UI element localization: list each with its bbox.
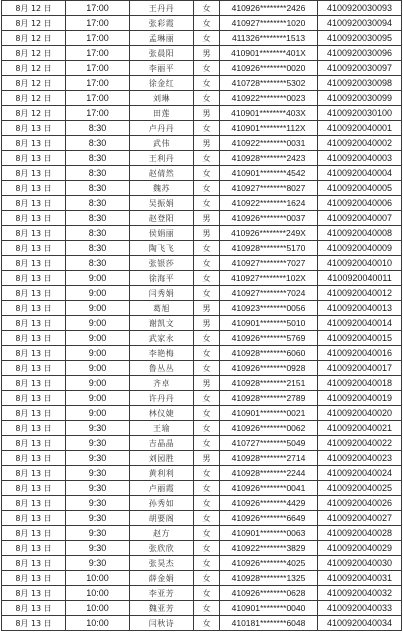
date-cell: 8月 13 日 bbox=[2, 391, 66, 406]
name-cell: 卢丹丹 bbox=[130, 121, 194, 136]
date-cell: 8月 13 日 bbox=[2, 196, 66, 211]
id-number-cell: 410928********2423 bbox=[220, 151, 318, 166]
date-cell: 8月 13 日 bbox=[2, 316, 66, 331]
table-row bbox=[2, 466, 402, 481]
gender-cell: 男 bbox=[194, 106, 220, 121]
ticket-number-cell: 4100920040011 bbox=[318, 271, 402, 286]
time-cell: 17:00 bbox=[66, 16, 130, 31]
ticket-number-cell: 4100920040025 bbox=[318, 481, 402, 496]
time-cell: 17:00 bbox=[66, 76, 130, 91]
name-cell: 徐海平 bbox=[130, 271, 194, 286]
time-cell: 9:00 bbox=[66, 301, 130, 316]
date-cell: 8月 13 日 bbox=[2, 286, 66, 301]
ticket-number-cell: 4100920030099 bbox=[318, 91, 402, 106]
ticket-number-cell: 4100920040020 bbox=[318, 406, 402, 421]
ticket-number-cell: 4100920040016 bbox=[318, 346, 402, 361]
date-cell: 8月 12 日 bbox=[2, 46, 66, 61]
table-row bbox=[2, 526, 402, 541]
date-cell: 8月 13 日 bbox=[2, 526, 66, 541]
gender-cell: 女 bbox=[194, 571, 220, 586]
date-cell: 8月 13 日 bbox=[2, 421, 66, 436]
gender-cell: 女 bbox=[194, 496, 220, 511]
gender-cell: 女 bbox=[194, 511, 220, 526]
table-row bbox=[2, 226, 402, 241]
name-cell: 鲁丛丛 bbox=[130, 361, 194, 376]
table-row bbox=[2, 76, 402, 91]
ticket-number-cell: 4100920040027 bbox=[318, 511, 402, 526]
id-number-cell: 410928********2789 bbox=[220, 391, 318, 406]
date-cell: 8月 13 日 bbox=[2, 541, 66, 556]
table-row bbox=[2, 196, 402, 211]
time-cell: 8:30 bbox=[66, 256, 130, 271]
id-number-cell: 410901********0063 bbox=[220, 526, 318, 541]
id-number-cell: 410901********401X bbox=[220, 46, 318, 61]
gender-cell: 女 bbox=[194, 196, 220, 211]
name-cell: 张昊杰 bbox=[130, 556, 194, 571]
ticket-number-cell: 4100920040013 bbox=[318, 301, 402, 316]
date-cell: 8月 13 日 bbox=[2, 436, 66, 451]
ticket-number-cell: 4100920040023 bbox=[318, 451, 402, 466]
date-cell: 8月 12 日 bbox=[2, 76, 66, 91]
id-number-cell: 410926********4429 bbox=[220, 496, 318, 511]
ticket-number-cell: 4100920030095 bbox=[318, 31, 402, 46]
gender-cell: 女 bbox=[194, 331, 220, 346]
ticket-number-cell: 4100920030096 bbox=[318, 46, 402, 61]
table-row bbox=[2, 121, 402, 136]
id-number-cell: 410926********0020 bbox=[220, 61, 318, 76]
time-cell: 17:00 bbox=[66, 106, 130, 121]
id-number-cell: 410922********3829 bbox=[220, 541, 318, 556]
time-cell: 10:00 bbox=[66, 586, 130, 601]
ticket-number-cell: 4100920040002 bbox=[318, 136, 402, 151]
gender-cell: 女 bbox=[194, 256, 220, 271]
table-row bbox=[2, 256, 402, 271]
date-cell: 8月 13 日 bbox=[2, 256, 66, 271]
ticket-number-cell: 4100920040017 bbox=[318, 361, 402, 376]
id-number-cell: 410926********0037 bbox=[220, 211, 318, 226]
table-row bbox=[2, 316, 402, 331]
table-row bbox=[2, 451, 402, 466]
time-cell: 9:00 bbox=[66, 346, 130, 361]
table-row bbox=[2, 496, 402, 511]
name-cell: 武家永 bbox=[130, 331, 194, 346]
name-cell: 刘琳 bbox=[130, 91, 194, 106]
gender-cell: 女 bbox=[194, 361, 220, 376]
date-cell: 8月 13 日 bbox=[2, 586, 66, 601]
id-number-cell: 410901********112X bbox=[220, 121, 318, 136]
ticket-number-cell: 4100920040028 bbox=[318, 526, 402, 541]
date-cell: 8月 13 日 bbox=[2, 511, 66, 526]
ticket-number-cell: 4100920040029 bbox=[318, 541, 402, 556]
time-cell: 8:30 bbox=[66, 196, 130, 211]
id-number-cell: 410927********7027 bbox=[220, 256, 318, 271]
ticket-number-cell: 4100920040010 bbox=[318, 256, 402, 271]
table-row bbox=[2, 16, 402, 31]
date-cell: 8月 13 日 bbox=[2, 346, 66, 361]
time-cell: 9:00 bbox=[66, 316, 130, 331]
ticket-number-cell: 4100920040009 bbox=[318, 241, 402, 256]
ticket-number-cell: 4100920030098 bbox=[318, 76, 402, 91]
ticket-number-cell: 4100920040006 bbox=[318, 196, 402, 211]
gender-cell: 男 bbox=[194, 211, 220, 226]
name-cell: 魏苏 bbox=[130, 181, 194, 196]
date-cell: 8月 13 日 bbox=[2, 211, 66, 226]
time-cell: 9:30 bbox=[66, 496, 130, 511]
name-cell: 赵方 bbox=[130, 526, 194, 541]
table-row bbox=[2, 106, 402, 121]
id-number-cell: 411326********1513 bbox=[220, 31, 318, 46]
time-cell: 9:30 bbox=[66, 481, 130, 496]
table-row bbox=[2, 406, 402, 421]
ticket-number-cell: 4100920030094 bbox=[318, 16, 402, 31]
ticket-number-cell: 4100920040022 bbox=[318, 436, 402, 451]
id-number-cell: 410926********0628 bbox=[220, 586, 318, 601]
table-row bbox=[2, 436, 402, 451]
gender-cell: 女 bbox=[194, 481, 220, 496]
date-cell: 8月 12 日 bbox=[2, 31, 66, 46]
id-number-cell: 410922********1624 bbox=[220, 196, 318, 211]
id-number-cell: 410926********0928 bbox=[220, 361, 318, 376]
gender-cell: 女 bbox=[194, 181, 220, 196]
ticket-number-cell: 4100920040012 bbox=[318, 286, 402, 301]
time-cell: 9:00 bbox=[66, 376, 130, 391]
gender-cell: 男 bbox=[194, 301, 220, 316]
id-number-cell: 410928********2244 bbox=[220, 466, 318, 481]
name-cell: 刘园胜 bbox=[130, 451, 194, 466]
name-cell: 田莲 bbox=[130, 106, 194, 121]
table-row bbox=[2, 586, 402, 601]
name-cell: 黄利利 bbox=[130, 466, 194, 481]
gender-cell: 男 bbox=[194, 451, 220, 466]
table-row bbox=[2, 91, 402, 106]
time-cell: 8:30 bbox=[66, 181, 130, 196]
name-cell: 李亚芳 bbox=[130, 586, 194, 601]
time-cell: 9:00 bbox=[66, 406, 130, 421]
ticket-number-cell: 4100920040007 bbox=[318, 211, 402, 226]
gender-cell: 女 bbox=[194, 436, 220, 451]
gender-cell: 男 bbox=[194, 136, 220, 151]
time-cell: 8:30 bbox=[66, 241, 130, 256]
time-cell: 10:00 bbox=[66, 616, 130, 631]
table-row bbox=[2, 166, 402, 181]
time-cell: 17:00 bbox=[66, 1, 130, 16]
ticket-number-cell: 4100920030100 bbox=[318, 106, 402, 121]
id-number-cell: 410901********4542 bbox=[220, 166, 318, 181]
name-cell: 吴振娟 bbox=[130, 196, 194, 211]
id-number-cell: 410928********6060 bbox=[220, 346, 318, 361]
gender-cell: 女 bbox=[194, 151, 220, 166]
time-cell: 8:30 bbox=[66, 211, 130, 226]
date-cell: 8月 13 日 bbox=[2, 496, 66, 511]
gender-cell: 女 bbox=[194, 61, 220, 76]
id-number-cell: 410901********403X bbox=[220, 106, 318, 121]
gender-cell: 女 bbox=[194, 556, 220, 571]
time-cell: 9:00 bbox=[66, 271, 130, 286]
id-number-cell: 410927********8027 bbox=[220, 181, 318, 196]
time-cell: 9:30 bbox=[66, 436, 130, 451]
date-cell: 8月 13 日 bbox=[2, 376, 66, 391]
gender-cell: 女 bbox=[194, 31, 220, 46]
id-number-cell: 410926********0041 bbox=[220, 481, 318, 496]
time-cell: 17:00 bbox=[66, 46, 130, 61]
table-row bbox=[2, 511, 402, 526]
time-cell: 8:30 bbox=[66, 166, 130, 181]
name-cell: 张银莎 bbox=[130, 256, 194, 271]
name-cell: 卢丽霞 bbox=[130, 481, 194, 496]
ticket-number-cell: 4100920040004 bbox=[318, 166, 402, 181]
id-number-cell: 410926********249X bbox=[220, 226, 318, 241]
time-cell: 9:30 bbox=[66, 541, 130, 556]
id-number-cell: 410926********5769 bbox=[220, 331, 318, 346]
name-cell: 胡要阁 bbox=[130, 511, 194, 526]
time-cell: 9:00 bbox=[66, 391, 130, 406]
id-number-cell: 410928********1325 bbox=[220, 571, 318, 586]
time-cell: 8:30 bbox=[66, 151, 130, 166]
name-cell: 侯娟丽 bbox=[130, 226, 194, 241]
name-cell: 吉晶晶 bbox=[130, 436, 194, 451]
time-cell: 9:30 bbox=[66, 421, 130, 436]
gender-cell: 女 bbox=[194, 16, 220, 31]
name-cell: 孙秀如 bbox=[130, 496, 194, 511]
gender-cell: 女 bbox=[194, 1, 220, 16]
time-cell: 17:00 bbox=[66, 31, 130, 46]
table-row bbox=[2, 556, 402, 571]
date-cell: 8月 13 日 bbox=[2, 271, 66, 286]
name-cell: 张欣欣 bbox=[130, 541, 194, 556]
table-row bbox=[2, 421, 402, 436]
name-cell: 李艳梅 bbox=[130, 346, 194, 361]
date-cell: 8月 13 日 bbox=[2, 241, 66, 256]
table-row bbox=[2, 571, 402, 586]
date-cell: 8月 13 日 bbox=[2, 226, 66, 241]
gender-cell: 女 bbox=[194, 76, 220, 91]
date-cell: 8月 13 日 bbox=[2, 136, 66, 151]
name-cell: 徐金红 bbox=[130, 76, 194, 91]
ticket-number-cell: 4100920040024 bbox=[318, 466, 402, 481]
date-cell: 8月 13 日 bbox=[2, 616, 66, 631]
ticket-number-cell: 4100920030093 bbox=[318, 1, 402, 16]
gender-cell: 女 bbox=[194, 346, 220, 361]
table-row bbox=[2, 271, 402, 286]
table-row bbox=[2, 181, 402, 196]
date-cell: 8月 12 日 bbox=[2, 1, 66, 16]
id-number-cell: 410901********0040 bbox=[220, 601, 318, 616]
date-cell: 8月 13 日 bbox=[2, 406, 66, 421]
ticket-number-cell: 4100920040001 bbox=[318, 121, 402, 136]
gender-cell: 女 bbox=[194, 406, 220, 421]
gender-cell: 女 bbox=[194, 91, 220, 106]
gender-cell: 女 bbox=[194, 601, 220, 616]
gender-cell: 男 bbox=[194, 226, 220, 241]
id-number-cell: 410926********4025 bbox=[220, 556, 318, 571]
table-row bbox=[2, 376, 402, 391]
date-cell: 8月 13 日 bbox=[2, 166, 66, 181]
date-cell: 8月 13 日 bbox=[2, 301, 66, 316]
id-number-cell: 410727********5049 bbox=[220, 436, 318, 451]
name-cell: 赵倩然 bbox=[130, 166, 194, 181]
table-row bbox=[2, 331, 402, 346]
id-number-cell: 410901********5010 bbox=[220, 316, 318, 331]
gender-cell: 女 bbox=[194, 586, 220, 601]
gender-cell: 女 bbox=[194, 121, 220, 136]
ticket-number-cell: 4100920040003 bbox=[318, 151, 402, 166]
name-cell: 谢凯文 bbox=[130, 316, 194, 331]
time-cell: 10:00 bbox=[66, 571, 130, 586]
name-cell: 闫秋诗 bbox=[130, 616, 194, 631]
time-cell: 8:30 bbox=[66, 226, 130, 241]
table-row bbox=[2, 1, 402, 16]
id-number-cell: 410926********6649 bbox=[220, 511, 318, 526]
name-cell: 张晨阳 bbox=[130, 46, 194, 61]
table-row bbox=[2, 301, 402, 316]
date-cell: 8月 12 日 bbox=[2, 61, 66, 76]
ticket-number-cell: 4100920040021 bbox=[318, 421, 402, 436]
gender-cell: 男 bbox=[194, 376, 220, 391]
table-row bbox=[2, 361, 402, 376]
ticket-number-cell: 4100920040018 bbox=[318, 376, 402, 391]
time-cell: 9:00 bbox=[66, 331, 130, 346]
name-cell: 林仪婕 bbox=[130, 406, 194, 421]
time-cell: 9:00 bbox=[66, 286, 130, 301]
date-cell: 8月 13 日 bbox=[2, 601, 66, 616]
time-cell: 9:30 bbox=[66, 466, 130, 481]
time-cell: 9:00 bbox=[66, 361, 130, 376]
id-number-cell: 410926********0062 bbox=[220, 421, 318, 436]
time-cell: 17:00 bbox=[66, 91, 130, 106]
ticket-number-cell: 4100920040019 bbox=[318, 391, 402, 406]
name-cell: 赵登阳 bbox=[130, 211, 194, 226]
id-number-cell: 410927********7024 bbox=[220, 286, 318, 301]
date-cell: 8月 13 日 bbox=[2, 331, 66, 346]
gender-cell: 女 bbox=[194, 166, 220, 181]
ticket-number-cell: 4100920040033 bbox=[318, 601, 402, 616]
gender-cell: 女 bbox=[194, 271, 220, 286]
time-cell: 9:30 bbox=[66, 556, 130, 571]
name-cell: 孟琳丽 bbox=[130, 31, 194, 46]
table-row bbox=[2, 481, 402, 496]
table-row bbox=[2, 31, 402, 46]
ticket-number-cell: 4100920040008 bbox=[318, 226, 402, 241]
name-cell: 葛旭 bbox=[130, 301, 194, 316]
gender-cell: 女 bbox=[194, 541, 220, 556]
schedule-table-body bbox=[2, 1, 402, 631]
id-number-cell: 410928********2151 bbox=[220, 376, 318, 391]
date-cell: 8月 13 日 bbox=[2, 556, 66, 571]
id-number-cell: 410927********102X bbox=[220, 271, 318, 286]
date-cell: 8月 12 日 bbox=[2, 106, 66, 121]
id-number-cell: 410901********0021 bbox=[220, 406, 318, 421]
date-cell: 8月 13 日 bbox=[2, 481, 66, 496]
date-cell: 8月 13 日 bbox=[2, 571, 66, 586]
gender-cell: 女 bbox=[194, 616, 220, 631]
id-number-cell: 410928********2714 bbox=[220, 451, 318, 466]
table-row bbox=[2, 286, 402, 301]
date-cell: 8月 13 日 bbox=[2, 121, 66, 136]
date-cell: 8月 13 日 bbox=[2, 451, 66, 466]
name-cell: 王瑜 bbox=[130, 421, 194, 436]
id-number-cell: 410928********5170 bbox=[220, 241, 318, 256]
date-cell: 8月 13 日 bbox=[2, 151, 66, 166]
gender-cell: 男 bbox=[194, 316, 220, 331]
table-row bbox=[2, 241, 402, 256]
gender-cell: 女 bbox=[194, 466, 220, 481]
date-cell: 8月 12 日 bbox=[2, 91, 66, 106]
ticket-number-cell: 4100920040030 bbox=[318, 556, 402, 571]
time-cell: 10:00 bbox=[66, 601, 130, 616]
time-cell: 8:30 bbox=[66, 136, 130, 151]
name-cell: 武伟 bbox=[130, 136, 194, 151]
table-row bbox=[2, 61, 402, 76]
gender-cell: 女 bbox=[194, 286, 220, 301]
table-row bbox=[2, 346, 402, 361]
gender-cell: 男 bbox=[194, 46, 220, 61]
name-cell: 王利丹 bbox=[130, 151, 194, 166]
name-cell: 魏亚芳 bbox=[130, 601, 194, 616]
id-number-cell: 410728********5302 bbox=[220, 76, 318, 91]
gender-cell: 女 bbox=[194, 241, 220, 256]
ticket-number-cell: 4100920030097 bbox=[318, 61, 402, 76]
date-cell: 8月 13 日 bbox=[2, 466, 66, 481]
time-cell: 9:30 bbox=[66, 511, 130, 526]
id-number-cell: 410922********0031 bbox=[220, 136, 318, 151]
gender-cell: 女 bbox=[194, 526, 220, 541]
gender-cell: 女 bbox=[194, 421, 220, 436]
table-row bbox=[2, 136, 402, 151]
date-cell: 8月 12 日 bbox=[2, 16, 66, 31]
id-number-cell: 410927********1020 bbox=[220, 16, 318, 31]
time-cell: 9:30 bbox=[66, 526, 130, 541]
schedule-table bbox=[1, 0, 402, 631]
gender-cell: 女 bbox=[194, 391, 220, 406]
table-row bbox=[2, 46, 402, 61]
table-row bbox=[2, 211, 402, 226]
id-number-cell: 410181********6048 bbox=[220, 616, 318, 631]
id-number-cell: 410923********0056 bbox=[220, 301, 318, 316]
date-cell: 8月 13 日 bbox=[2, 361, 66, 376]
name-cell: 张彩霞 bbox=[130, 16, 194, 31]
table-row bbox=[2, 541, 402, 556]
table-row bbox=[2, 151, 402, 166]
ticket-number-cell: 4100920040034 bbox=[318, 616, 402, 631]
name-cell: 闫秀娟 bbox=[130, 286, 194, 301]
table-row bbox=[2, 391, 402, 406]
table-row bbox=[2, 601, 402, 616]
name-cell: 李丽平 bbox=[130, 61, 194, 76]
ticket-number-cell: 4100920040014 bbox=[318, 316, 402, 331]
name-cell: 许丹丹 bbox=[130, 391, 194, 406]
name-cell: 薛金娟 bbox=[130, 571, 194, 586]
ticket-number-cell: 4100920040005 bbox=[318, 181, 402, 196]
name-cell: 陶飞飞 bbox=[130, 241, 194, 256]
name-cell: 王丹丹 bbox=[130, 1, 194, 16]
name-cell: 齐卓 bbox=[130, 376, 194, 391]
time-cell: 9:30 bbox=[66, 451, 130, 466]
time-cell: 17:00 bbox=[66, 61, 130, 76]
id-number-cell: 410926********2426 bbox=[220, 1, 318, 16]
date-cell: 8月 13 日 bbox=[2, 181, 66, 196]
time-cell: 8:30 bbox=[66, 121, 130, 136]
id-number-cell: 410922********0023 bbox=[220, 91, 318, 106]
ticket-number-cell: 4100920040015 bbox=[318, 331, 402, 346]
ticket-number-cell: 4100920040026 bbox=[318, 496, 402, 511]
ticket-number-cell: 4100920040031 bbox=[318, 571, 402, 586]
ticket-number-cell: 4100920040032 bbox=[318, 586, 402, 601]
table-row bbox=[2, 616, 402, 631]
